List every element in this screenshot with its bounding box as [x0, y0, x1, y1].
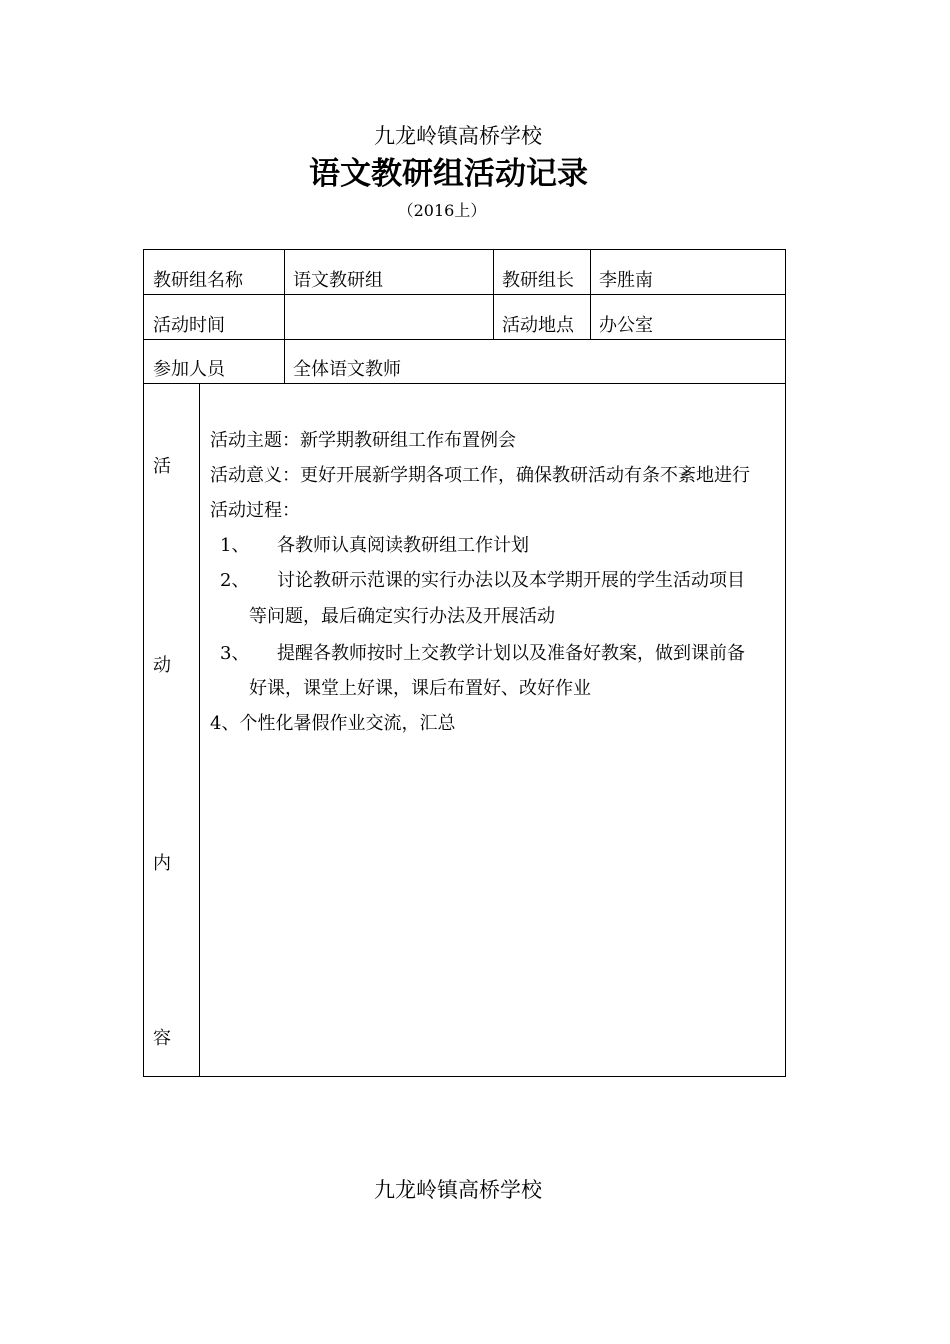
- leader-label: 教研组长: [502, 270, 574, 291]
- document-title: 语文教研组活动记录: [309, 156, 588, 192]
- activity-record-table: [143, 249, 786, 1077]
- activity-place-value: 办公室: [599, 315, 653, 336]
- process-item-text: 各教师认真阅读教研组工作计划: [277, 535, 529, 556]
- activity-process-label: 活动过程：: [210, 500, 300, 521]
- content-label-char-3: 内: [153, 853, 171, 874]
- school-name-footer: 九龙岭镇高桥学校: [374, 1178, 542, 1202]
- activity-time-label: 活动时间: [153, 315, 225, 336]
- content-label-char-1: 活: [153, 456, 171, 477]
- leader-value: 李胜南: [599, 270, 653, 291]
- participants-value: 全体语文教师: [293, 359, 401, 380]
- participants-label: 参加人员: [153, 359, 225, 380]
- activity-place-label: 活动地点: [502, 315, 574, 336]
- group-name-value: 语文教研组: [293, 270, 383, 291]
- group-name-label: 教研组名称: [153, 270, 243, 291]
- process-item-text: 提醒各教师按时上交教学计划以及准备好教案，做到课前备: [277, 643, 745, 664]
- activity-theme: 活动主题：新学期教研组工作布置例会: [210, 430, 516, 451]
- process-item-text: 讨论教研示范课的实行办法以及本学期开展的学生活动项目: [277, 570, 745, 591]
- process-item-last: 4、个性化暑假作业交流，汇总: [210, 713, 456, 734]
- process-item-number: 3、: [220, 643, 250, 664]
- school-name-header: 九龙岭镇高桥学校: [374, 124, 542, 148]
- document-year: （2016上）: [397, 201, 487, 220]
- content-label-char-2: 动: [153, 655, 171, 676]
- process-item-text-continued: 好课，课堂上好课，课后布置好、改好作业: [249, 678, 591, 699]
- process-item-number: 1、: [220, 535, 250, 556]
- process-item-text-continued: 等问题，最后确定实行办法及开展活动: [249, 606, 555, 627]
- process-item-number: 2、: [220, 570, 250, 591]
- activity-meaning: 活动意义：更好开展新学期各项工作，确保教研活动有条不紊地进行: [210, 465, 750, 486]
- content-label-char-4: 容: [153, 1028, 171, 1049]
